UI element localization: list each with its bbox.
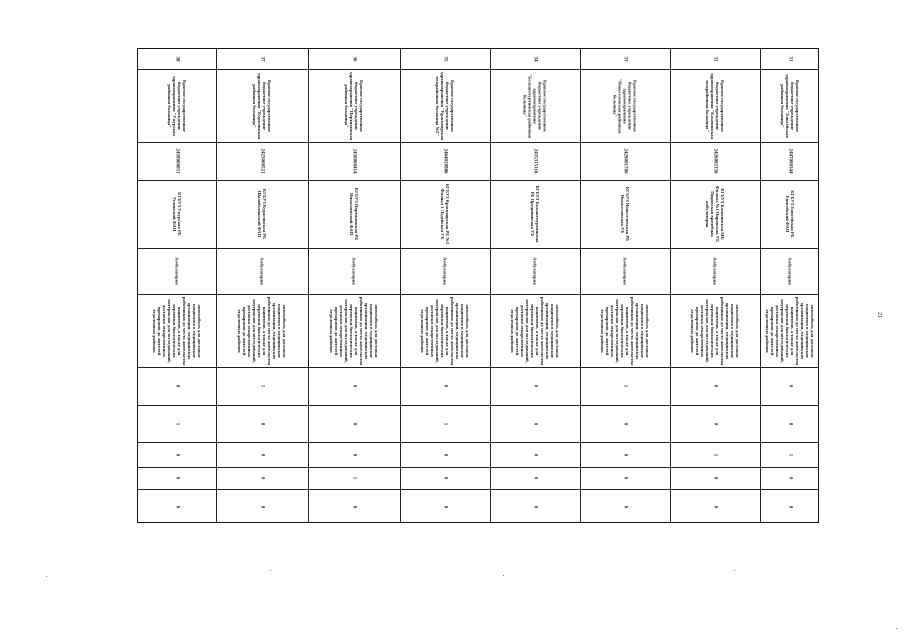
table-cell [670,294,760,367]
value-5: 0 [259,505,265,508]
col-number: 33 [622,56,628,62]
table-cell [216,467,308,489]
table-cell [490,180,580,248]
col-number: 38 [174,56,180,62]
table-cell [216,142,308,180]
municipality: КГБУЗ Енисейская РБ Енисейский ФАП [785,190,795,238]
table-cell [138,294,216,367]
inn: 2426002156 [712,148,718,174]
table-cell [760,180,820,248]
institution-name: Краевое государственное бюджетное учреждение здравоохранения "Енисейская районная больница" [780,73,800,138]
table-cell [760,248,820,294]
category: Амбулатория [787,257,793,285]
table-cell [490,405,580,442]
municipality: КГБУЗ Казачинская МБ Филиал №1 Пировская УБ Пировская врачебная амбулатория [705,185,725,243]
table-cell [580,489,670,524]
table-cell [670,467,760,489]
table-cell [670,489,760,524]
col-number: 32 [712,56,718,62]
value-1: 1 [259,384,265,388]
table-cell [490,467,580,489]
table-cell [216,367,308,405]
table-cell [400,367,490,405]
category: Амбулатория [174,257,180,285]
value-5: 0 [532,505,538,508]
value-3: 0 [351,453,357,456]
table-cell [308,442,400,467]
table-cell [760,467,820,489]
value-5: 0 [351,505,357,508]
value-3: 1 [712,453,718,456]
institution-name: Краевое государственное бюджетное учреждение здравоохранения "Партизанская районная больница" [344,71,364,140]
table-cell [138,248,216,294]
table-cell [760,367,820,405]
table-cell [308,69,400,142]
value-2: 0 [532,422,538,425]
table-cell [580,442,670,467]
category: Амбулатория [712,257,718,285]
value-1: 1 [622,384,628,388]
value-3: 0 [442,453,448,456]
table-cell [670,69,760,142]
municipality: КГБУЗ Красноярская РБ №2 Филиал 1 Ладейская УБ [440,183,450,245]
purpose: автомобиль для доставки пациентов в медицинские организации, медицинских работников до места жительства пациентов, а также для перевозки биологических материалов для исследований, доставки лекарственных препаратов до жителей отдаленных районов [329,296,379,365]
value-3: 0 [259,453,265,456]
inn: 2464020986 [442,148,448,174]
table-cell [760,49,820,69]
value-1: 0 [174,384,180,388]
purpose: автомобиль для доставки пациентов в медицинские организации, медицинских работников до места жительства пациентов, а также для перевозки биологических материалов для исследований, доставки лекарственных препаратов до жителей отдаленных районов [420,296,470,365]
table-cell [580,367,670,405]
table-cell [760,442,820,467]
value-3: 0 [174,453,180,456]
col-number: 37 [259,56,265,62]
inn: 2429001700 [622,148,628,174]
value-2: 0 [787,422,793,425]
table-cell [760,489,820,524]
table-cell [400,248,490,294]
municipality: КГБУЗ Ужурская РБ Углинский ФАП [172,192,182,236]
table-cell [138,180,216,248]
inn: 2430000414 [351,148,357,174]
table-cell [138,69,216,142]
value-3: 0 [532,453,538,456]
table-cell [580,49,670,69]
table-cell [760,69,820,142]
category: Амбулатория [259,257,265,285]
value-1: 0 [532,384,538,388]
value-4: 0 [787,476,793,480]
table-cell [490,142,580,180]
table-cell [490,49,580,69]
municipality: КГБУЗ Партизанская РБ Николаевский ФАП [349,187,359,241]
table-cell [580,467,670,489]
table-cell [308,248,400,294]
value-5: 0 [712,505,718,508]
inn: 2435315116 [532,148,538,174]
value-1: 0 [712,384,718,388]
institution-name: Краевое государственное бюджетное учреждение здравоохранения "Ужурская районная больница" [167,75,187,136]
table-cell [216,294,308,367]
value-4: 0 [622,476,628,480]
value-1: 0 [787,384,793,388]
value-2: 1 [442,422,448,425]
col-number: 36 [351,56,357,62]
purpose: автомобиль для доставки пациентов в медицинские организации, медицинских работников до места жительства пациентов, а также для перевозки биологических материалов для исследований, доставки лекарственных препаратов до жителей отдаленных районов [510,296,560,365]
col-number: 31 [787,56,793,62]
table-cell [760,405,820,442]
value-2: 0 [622,422,628,425]
scan-speck [503,575,504,576]
value-4: 0 [532,476,538,480]
value-4: 1 [351,476,357,480]
table-cell [580,180,670,248]
value-1: 0 [442,384,448,388]
table-cell [216,69,308,142]
inn: 2439000051 [174,148,180,174]
table-cell [670,248,760,294]
inn: 2447000344 [787,148,793,174]
institution-name: Краевое государственное бюджетное учреждение здравоохранения "Казачинская межрайонная больница" [705,72,725,139]
value-5: 0 [787,505,793,508]
value-4: 0 [259,476,265,480]
col-number: 34 [532,56,538,62]
purpose: автомобиль для доставки пациентов в медицинские организации, медицинских работников до места жительства пациентов, а также для перевозки биологических материалов для исследований, доставки лекарственных препаратов до жителей отдаленных районов [152,296,202,365]
table-cell [308,49,400,69]
purpose: автомобиль для доставки пациентов в медицинские организации, медицинских работников до места жительства пациентов, а также для перевозки биологических материалов для исследований, доставки лекарственных препаратов до жителей отдаленных районов [600,296,650,365]
value-2: 0 [712,422,718,425]
table-cell [400,49,490,69]
value-3: 1 [787,453,793,456]
category: Амбулатория [442,257,448,285]
table-cell [400,142,490,180]
table-cell [580,405,670,442]
scan-speck [46,576,47,577]
value-3: 0 [622,453,628,456]
value-5: 0 [174,505,180,508]
institution-name: Краевое государственное бюджетное учреждение здравоохранения "Курагинская районная больница" [252,72,272,139]
table-cell [400,442,490,467]
table-cell [580,294,670,367]
table-cell [308,367,400,405]
table-cell [490,294,580,367]
value-5: 0 [622,505,628,508]
value-2: 0 [259,422,265,425]
institution-name: Краевое государственное бюджетное учреждение здравоохранения "Красноярская межрайонная больница №2" [435,71,455,140]
table-cell [490,248,580,294]
table-cell [308,489,400,524]
table-cell [308,180,400,248]
institution-name: Краевое государственное бюджетное учреждение здравоохранения "Новоселовская районная больница" [612,78,638,133]
category: Амбулатория [532,257,538,285]
table-cell [490,69,580,142]
table-cell [138,367,216,405]
table-cell [400,405,490,442]
table-cell [580,69,670,142]
municipality: КГБУЗ Большемуртинская РБ Предивинская УБ [530,185,540,243]
table-cell [216,489,308,524]
table-cell [670,367,760,405]
category: Амбулатория [351,257,357,285]
table-cell [138,142,216,180]
value-5: 0 [442,505,448,508]
page-number: 21 [876,312,882,318]
table-cell [400,467,490,489]
scan-speck [734,570,735,571]
value-4: 0 [174,476,180,480]
scan-speck [270,570,271,571]
table-cell [760,142,820,180]
table-cell [216,405,308,442]
table-cell [308,142,400,180]
table-cell [400,489,490,524]
rotated-table [137,48,819,523]
table-cell [670,442,760,467]
municipality: КГБУЗ Курагинская РБ Шалоболинский ФАП [257,188,267,240]
table-cell [670,405,760,442]
table-cell [400,69,490,142]
purpose: автомобиль для доставки пациентов в медицинские организации, медицинских работников до места жительства пациентов, а также для перевозки биологических материалов для исследований, доставки лекарственных препаратов до жителей отдаленных районов [690,296,740,365]
table-cell [670,142,760,180]
table-cell [490,442,580,467]
table-cell [138,442,216,467]
table-cell [670,180,760,248]
value-4: 0 [712,476,718,480]
table-cell [400,294,490,367]
scan-speck [896,628,897,629]
table-cell [216,180,308,248]
table-cell [670,49,760,69]
municipality: КГБУЗ Новоселовская РБ Новоселовская УБ [620,186,630,242]
value-1: 0 [351,384,357,388]
value-2: 0 [351,422,357,425]
purpose: автомобиль для доставки пациентов в медицинские организации, медицинских работников до места жительства пациентов, а также для перевозки биологических материалов для исследований, доставки лекарственных препаратов до жителей отдаленных районов [237,296,287,365]
inn: 2423000521 [259,148,265,174]
value-4: 0 [442,476,448,480]
institution-name: Краевое государственное бюджетное учреждение здравоохранения "Большемуртинская районная больница" [522,73,548,138]
table-cell [138,467,216,489]
table-cell [308,467,400,489]
table-cell [138,49,216,69]
col-number: 35 [442,56,448,62]
table-cell [216,49,308,69]
purpose: автомобиль для доставки пациентов в медицинские организации, медицинских работников до места жительства пациентов, а также для перевозки биологических материалов для исследований, доставки лекарственных препаратов до жителей отдаленных районов [765,296,815,365]
table-cell [400,180,490,248]
table-cell [138,405,216,442]
table-cell [216,442,308,467]
table-cell [308,294,400,367]
table-cell [760,294,820,367]
category: Амбулатория [622,257,628,285]
table-cell [216,248,308,294]
table-cell [580,142,670,180]
table-cell [490,489,580,524]
table-cell [490,367,580,405]
table-cell [138,489,216,524]
table-cell [308,405,400,442]
table-cell [580,248,670,294]
value-2: 1 [174,422,180,425]
